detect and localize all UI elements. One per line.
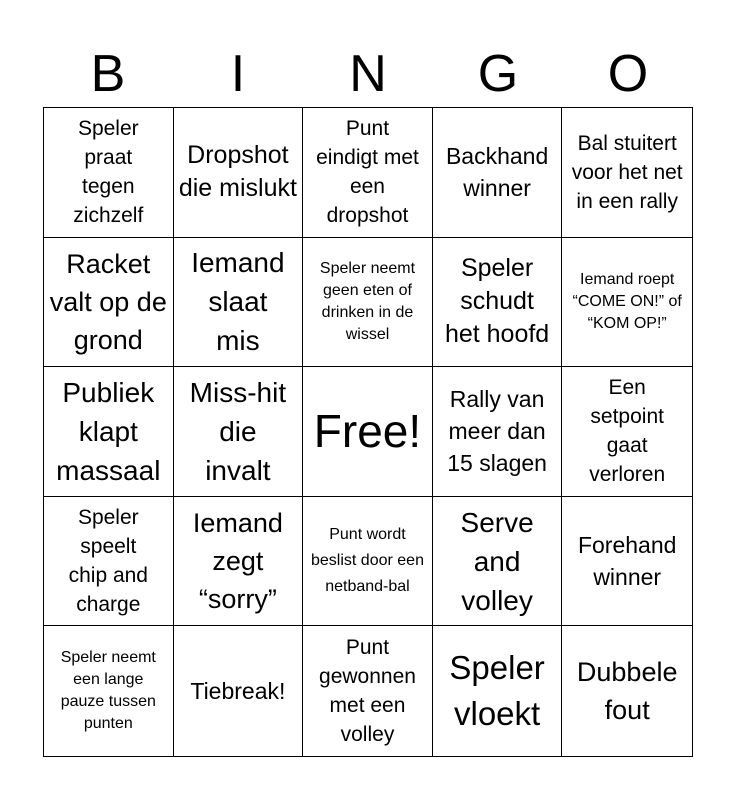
cell-text: Iemand roept “COME ON!” of “KOM OP!”	[572, 270, 682, 332]
cell-text: Forehand winner	[577, 532, 677, 591]
cell-text: Dubbele fout	[576, 657, 678, 726]
bingo-card-grid	[43, 107, 693, 757]
bingo-cell[interactable]	[174, 238, 304, 368]
cell-text: Miss-hit die invalt	[189, 376, 287, 486]
cell-text: Iemand zegt “sorry”	[192, 508, 283, 615]
cell-text: Speler neemt een lange pauze tussen punten	[60, 649, 156, 733]
cell-text: Speler speelt chip and charge	[68, 506, 148, 617]
header-letter-n: N	[349, 45, 387, 103]
bingo-cell[interactable]	[44, 108, 174, 238]
bingo-cell[interactable]	[433, 108, 563, 238]
bingo-cell[interactable]	[174, 108, 304, 238]
cell-text: Racket valt op de grond	[49, 248, 167, 355]
cell-text: Speler vloekt	[449, 649, 545, 733]
bingo-cell[interactable]	[174, 367, 304, 497]
cell-text: Tiebreak!	[190, 678, 286, 705]
bingo-cell[interactable]	[44, 626, 174, 756]
cell-text: Publiek klapt massaal	[56, 376, 161, 486]
cell-text: Punt wordt beslist door een netband-bal	[311, 526, 424, 596]
bingo-cell[interactable]	[562, 497, 692, 627]
bingo-cell[interactable]	[562, 626, 692, 756]
bingo-cell[interactable]	[433, 626, 563, 756]
bingo-cell[interactable]	[433, 367, 563, 497]
bingo-cell[interactable]	[562, 108, 692, 238]
bingo-cell[interactable]	[303, 497, 433, 627]
cell-text: Rally van meer dan 15 slagen	[447, 386, 547, 477]
cell-text: Serve and volley	[460, 506, 534, 616]
bingo-cell[interactable]	[44, 238, 174, 368]
bingo-cell[interactable]	[562, 238, 692, 368]
bingo-cell[interactable]	[174, 497, 304, 627]
bingo-cell[interactable]	[303, 108, 433, 238]
bingo-cell[interactable]	[174, 626, 304, 756]
bingo-cell[interactable]	[44, 367, 174, 497]
header-letter-i: I	[230, 45, 246, 103]
cell-text: Speler praat tegen zichzelf	[73, 117, 144, 228]
bingo-cell[interactable]	[433, 238, 563, 368]
cell-text: Speler schudt het hoofd	[444, 254, 550, 349]
free-space-text: Free!	[313, 405, 422, 458]
bingo-cell[interactable]	[303, 626, 433, 756]
bingo-cell[interactable]	[562, 367, 692, 497]
header-letter-b: B	[90, 45, 126, 103]
bingo-cell[interactable]	[433, 497, 563, 627]
cell-text: Dropshot die mislukt	[178, 141, 297, 203]
cell-text: Backhand winner	[445, 143, 549, 202]
bingo-cell[interactable]	[303, 238, 433, 368]
cell-text: Een setpoint gaat verloren	[589, 376, 666, 487]
cell-text: Bal stuitert voor het net in een rally	[571, 131, 683, 213]
header-letter-g: G	[477, 45, 519, 103]
cell-text: Iemand slaat mis	[191, 247, 285, 357]
cell-text: Punt gewonnen met een volley	[319, 636, 416, 747]
bingo-cell[interactable]	[44, 497, 174, 627]
cell-text: Speler neemt geen eten of drinken in de wissel	[319, 259, 416, 343]
free-space-cell[interactable]	[303, 367, 433, 497]
bingo-header	[43, 44, 693, 104]
header-letter-o: O	[607, 45, 649, 103]
cell-text: Punt eindigt met een dropshot	[316, 117, 419, 228]
